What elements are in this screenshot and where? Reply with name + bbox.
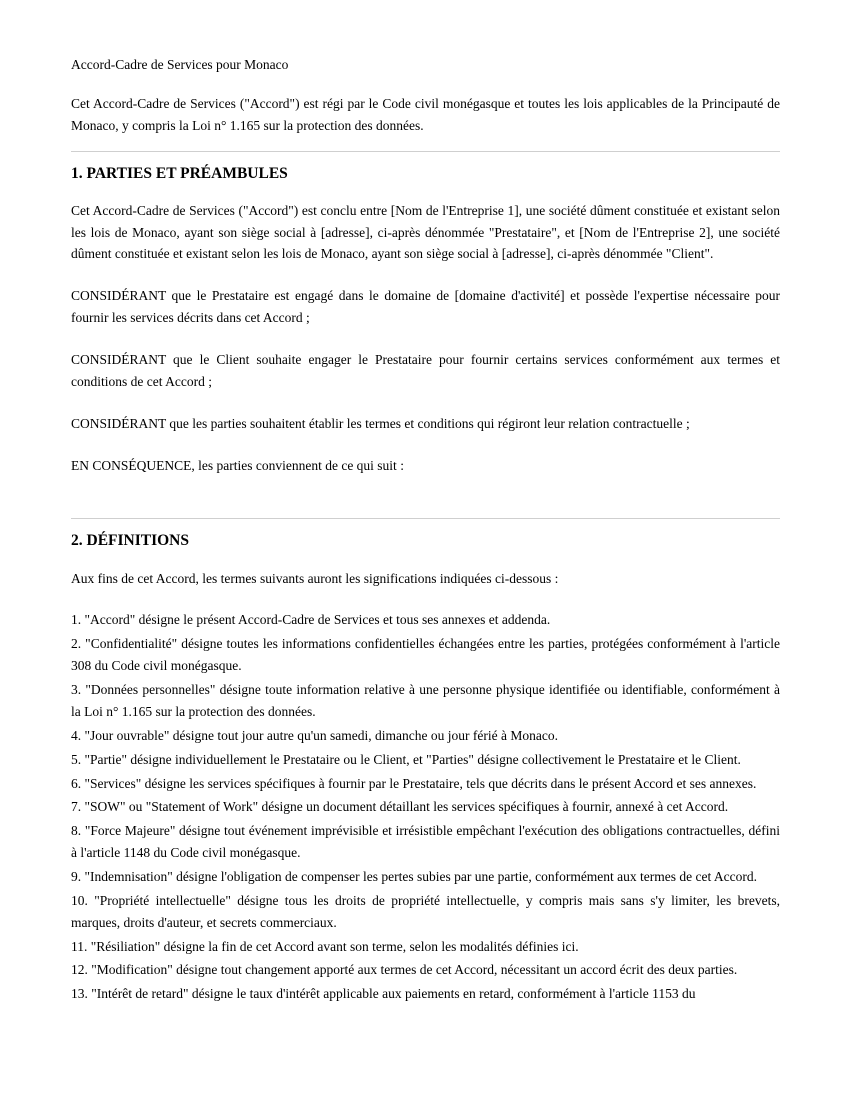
list-item: 1. "Accord" désigne le présent Accord-Cadre de Services et tous ses annexes et addenda. bbox=[71, 612, 551, 628]
paragraph-definitions-lead: Aux fins de cet Accord, les termes suivants auront les significations indiquées ci-dessous : bbox=[71, 570, 559, 586]
document-title: Accord-Cadre de Services pour Monaco bbox=[71, 57, 289, 72]
list-item: 3. "Données personnelles" désigne toute information relative à une personne physique identifiée ou identifiable, conformément à la Loi n° 1.165 sur la protection des données. bbox=[71, 682, 780, 719]
list-item: 5. "Partie" désigne individuellement le Prestataire ou le Client, et "Parties" désigne collectivement le Prestataire et le Client. bbox=[71, 751, 741, 767]
list-item: 2. "Confidentialité" désigne toutes les informations confidentielles échangées entre les parties, protégées conformément à l'article 308 du Code civil monégasque. bbox=[71, 636, 780, 674]
document-intro-paragraph: Cet Accord-Cadre de Services ("Accord") est régi par le Code civil monégasque et toutes les lois applicables de la Principauté de Monaco, y compris la Loi n° 1.165 sur la protection des données. bbox=[71, 95, 780, 133]
section-divider bbox=[71, 518, 780, 519]
list-item: 9. "Indemnisation" désigne l'obligation de compenser les pertes subies par une partie, conformément aux termes de cet Accord. bbox=[71, 868, 757, 884]
list-item: 7. "SOW" ou "Statement of Work" désigne un document détaillant les services spécifiques à fournir, annexé à cet Accord. bbox=[71, 799, 729, 815]
paragraph-parties-1: Cet Accord-Cadre de Services ("Accord") est conclu entre [Nom de l'Entreprise 1], une société dûment constituée et existant selon les lois de Monaco, ayant son siège social à [adresse], ci-après dénommée "Prestataire", et [Nom de l'Entreprise 2], une société dûment constituée et existant selon les lois de Monaco, ayant son siège social à [adresse], ci-après dénommée "Client". bbox=[71, 202, 780, 262]
section-heading-parties: 1. PARTIES ET PRÉAMBULES bbox=[71, 164, 288, 182]
paragraph-parties-2: CONSIDÉRANT que le Prestataire est engagé dans le domaine de [domaine d'activité] et possède l'expertise nécessaire pour fournir les services décrits dans cet Accord ; bbox=[71, 288, 780, 326]
list-item: 11. "Résiliation" désigne la fin de cet Accord avant son terme, selon les modalités définies ici. bbox=[71, 938, 579, 954]
paragraph-parties-3: CONSIDÉRANT que le Client souhaite engager le Prestataire pour fournir certains services conformément aux termes et conditions de cet Accord ; bbox=[71, 352, 780, 389]
section-divider bbox=[71, 151, 780, 152]
list-item: 10. "Propriété intellectuelle" désigne tous les droits de propriété intellectuelle, y compris mais sans s'y limiter, les brevets, marques, droits d'auteur, et secrets commerciaux. bbox=[71, 892, 780, 930]
section-spacer bbox=[71, 490, 780, 504]
list-item: 4. "Jour ouvrable" désigne tout jour autre qu'un samedi, dimanche ou jour férié à Monaco. bbox=[71, 727, 558, 743]
list-item: 12. "Modification" désigne tout changement apporté aux termes de cet Accord, nécessitant un accord écrit des deux parties. bbox=[71, 962, 738, 978]
list-item: 13. "Intérêt de retard" désigne le taux d'intérêt applicable aux paiements en retard, conformément à l'article 1153 du bbox=[71, 986, 696, 1002]
paragraph-parties-4: CONSIDÉRANT que les parties souhaitent établir les termes et conditions qui régiront leur relation contractuelle ; bbox=[71, 415, 690, 431]
paragraph-parties-5: EN CONSÉQUENCE, les parties conviennent de ce qui suit : bbox=[71, 457, 404, 473]
list-item: 6. "Services" désigne les services spécifiques à fournir par le Prestataire, tels que décrits dans le présent Accord et ses annexes. bbox=[71, 775, 757, 791]
list-item: 8. "Force Majeure" désigne tout événement imprévisible et irrésistible empêchant l'exécution des obligations contractuelles, défini à l'article 1148 du Code civil monégasque. bbox=[71, 823, 780, 861]
section-heading-definitions: 2. DÉFINITIONS bbox=[71, 532, 189, 550]
definitions-list bbox=[71, 609, 780, 1002]
